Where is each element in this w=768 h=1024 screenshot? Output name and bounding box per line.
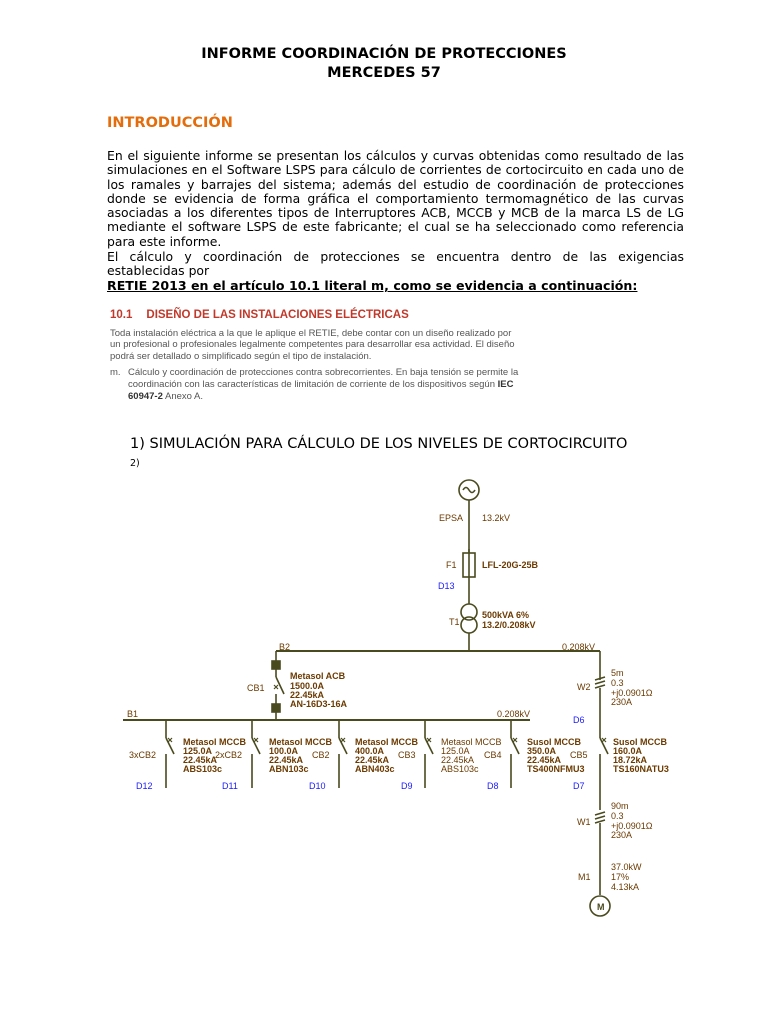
cb6-line1: Susol MCCB — [613, 737, 667, 747]
transformer-name: T1 — [449, 617, 460, 627]
w2-line1: 5m — [611, 668, 624, 678]
bus-b2-name: B2 — [279, 642, 291, 652]
single-line-diagram — [0, 470, 768, 920]
feeder-2-name: CB2 — [312, 750, 330, 760]
feeder-5-line2: 350.0A — [527, 746, 557, 756]
cb1-line1: Metasol ACB — [290, 671, 346, 681]
motor-label: M — [597, 902, 605, 912]
excerpt-item-text: Cálculo y coordinación de protecciones contra sobrecorrientes. En baja tensión se permite la coordinación con las características de limitación de corriente de los dispositivos según — [128, 367, 519, 390]
motor-name: M1 — [578, 872, 591, 882]
feeder-3-name: CB3 — [398, 750, 416, 760]
transformer-ratio: 13.2/0.208kV — [482, 620, 536, 630]
feeder-1-line3: 22.45kA — [183, 755, 218, 765]
cb1-line3: 22.45kA — [290, 690, 325, 700]
motor-line2: 17% — [611, 872, 630, 882]
node-d8: D8 — [487, 781, 499, 791]
cb1-name: CB1 — [247, 683, 265, 693]
feeder-1-line2: 125.0A — [183, 746, 213, 756]
feeder-5-name: CB5 — [570, 750, 588, 760]
excerpt-item-std: IEC 60947-2 — [128, 378, 514, 402]
w2-name: W2 — [577, 682, 591, 692]
cb1-line4: AN-16D3-16A — [290, 699, 348, 709]
feeder-4-line1: Metasol MCCB — [441, 737, 502, 747]
feeder-5-line3: 22.45kA — [527, 755, 562, 765]
feeder-3-line3: 22.45kA — [355, 755, 390, 765]
feeder-2-line1: Metasol MCCB — [269, 737, 333, 747]
feeder-3-line2: 400.0A — [355, 746, 385, 756]
intro-paragraph-1: En el siguiente informe se presentan los cálculos y curvas obtenidas como resultado de las simulaciones en el Software LSPS para cálculo de corrientes de cortocircuito en cada uno de los ramales y barrajes del sistema; además del estudio de coordinación de protecciones donde se evidencia de forma gráfica el comportamiento termomagnético de las curvas asociadas a los diferentes tipos de Interruptores ACB, MCCB y MCB de la marca LS de LG mediante el software LSPS de este fabricante; el cual se ha seleccionado como referencia para este informe. — [107, 148, 684, 249]
node-d13: D13 — [438, 581, 455, 591]
source-voltage: 13.2kV — [482, 513, 511, 523]
intro-paragraph-2: El cálculo y coordinación de protecciones se encuentra dentro de las exigencias establecidas por — [107, 249, 684, 279]
report-title-line1: INFORME COORDINACIÓN DE PROTECCIONES — [201, 46, 567, 62]
transformer-rating: 500kVA 6% — [482, 610, 530, 620]
excerpt-title: DISEÑO DE LAS INSTALACIONES ELÉCTRICAS — [146, 309, 409, 321]
section-2-marker: 2) — [130, 458, 140, 469]
section-1-title: 1) SIMULACIÓN PARA CÁLCULO DE LOS NIVELES DE CORTOCIRCUITO — [130, 436, 628, 452]
retie-excerpt-image — [110, 310, 520, 402]
node-d11: D11 — [222, 781, 238, 791]
cb6-line2: 160.0A — [613, 746, 643, 756]
feeder-0-name: 3xCB2 — [129, 750, 157, 760]
feeder-2-line2: 100.0A — [269, 746, 299, 756]
feeder-3-line1: Metasol MCCB — [355, 737, 419, 747]
bus-b2-voltage: 0.208kV — [562, 642, 596, 652]
feeder-4-line3: 22.45kA — [441, 755, 475, 765]
motor-line3: 4.13kA — [611, 882, 640, 892]
feeder-3-line4: ABN403c — [355, 764, 395, 774]
bus-b1-voltage: 0.208kV — [497, 709, 531, 719]
excerpt-item-m — [110, 367, 520, 402]
excerpt-body: Toda instalación eléctrica a la que le aplique el RETIE, debe contar con un diseño realizado por un profesional o profesionales legalmente competentes para desarrollar esa actividad. El diseño podrá ser detallado o simplificado según el tipo de instalación. — [110, 327, 515, 362]
w1-line1: 90m — [611, 801, 629, 811]
node-d12: D12 — [136, 781, 153, 791]
feeder-2-line3: 22.45kA — [269, 755, 304, 765]
node-d6: D6 — [573, 715, 585, 725]
w2-line4: 230A — [611, 697, 633, 707]
node-d10: D10 — [309, 781, 326, 791]
node-d9: D9 — [401, 781, 413, 791]
w2-line3: +j0.0901Ω — [611, 688, 653, 698]
excerpt-number: 10.1 — [110, 309, 133, 321]
feeder-2-line4: ABN103c — [269, 764, 309, 774]
motor-line1: 37.0kW — [611, 862, 642, 872]
cb6-line4: TS160NATU3 — [613, 764, 669, 774]
feeder-4-line4: ABS103c — [441, 764, 479, 774]
feeder-1-line4: ABS103c — [183, 764, 223, 774]
feeder-4-line2: 125.0A — [441, 746, 470, 756]
feeder-1-name: 2xCB2 — [215, 750, 243, 760]
excerpt-item-tail: Anexo A. — [165, 390, 204, 402]
fuse-model: LFL-20G-25B — [482, 560, 539, 570]
excerpt-item-marker: m. — [110, 367, 121, 379]
w2-line2: 0.3 — [611, 678, 624, 688]
w1-line3: +j0.0901Ω — [611, 821, 653, 831]
cb1-line2: 1500.0A — [290, 681, 325, 691]
report-title-line2: MERCEDES 57 — [327, 65, 441, 81]
w1-line4: 230A — [611, 830, 633, 840]
feeder-4-name: CB4 — [484, 750, 502, 760]
bus-b1-name: B1 — [127, 709, 139, 719]
w1-line2: 0.3 — [611, 811, 624, 821]
feeder-5-line1: Susol MCCB — [527, 737, 581, 747]
intro-heading: INTRODUCCIÓN — [107, 115, 233, 131]
node-d7: D7 — [573, 781, 585, 791]
feeder-5-line4: TS400NFMU3 — [527, 764, 585, 774]
retie-reference: RETIE 2013 en el artículo 10.1 literal m, como se evidencia a continuación: — [107, 278, 638, 293]
source-name: EPSA — [439, 513, 464, 523]
w1-name: W1 — [577, 817, 591, 827]
cb6-line3: 18.72kA — [613, 755, 648, 765]
excerpt-heading — [110, 310, 520, 322]
feeder-1-line1: Metasol MCCB — [183, 737, 247, 747]
fuse-name: F1 — [446, 560, 457, 570]
